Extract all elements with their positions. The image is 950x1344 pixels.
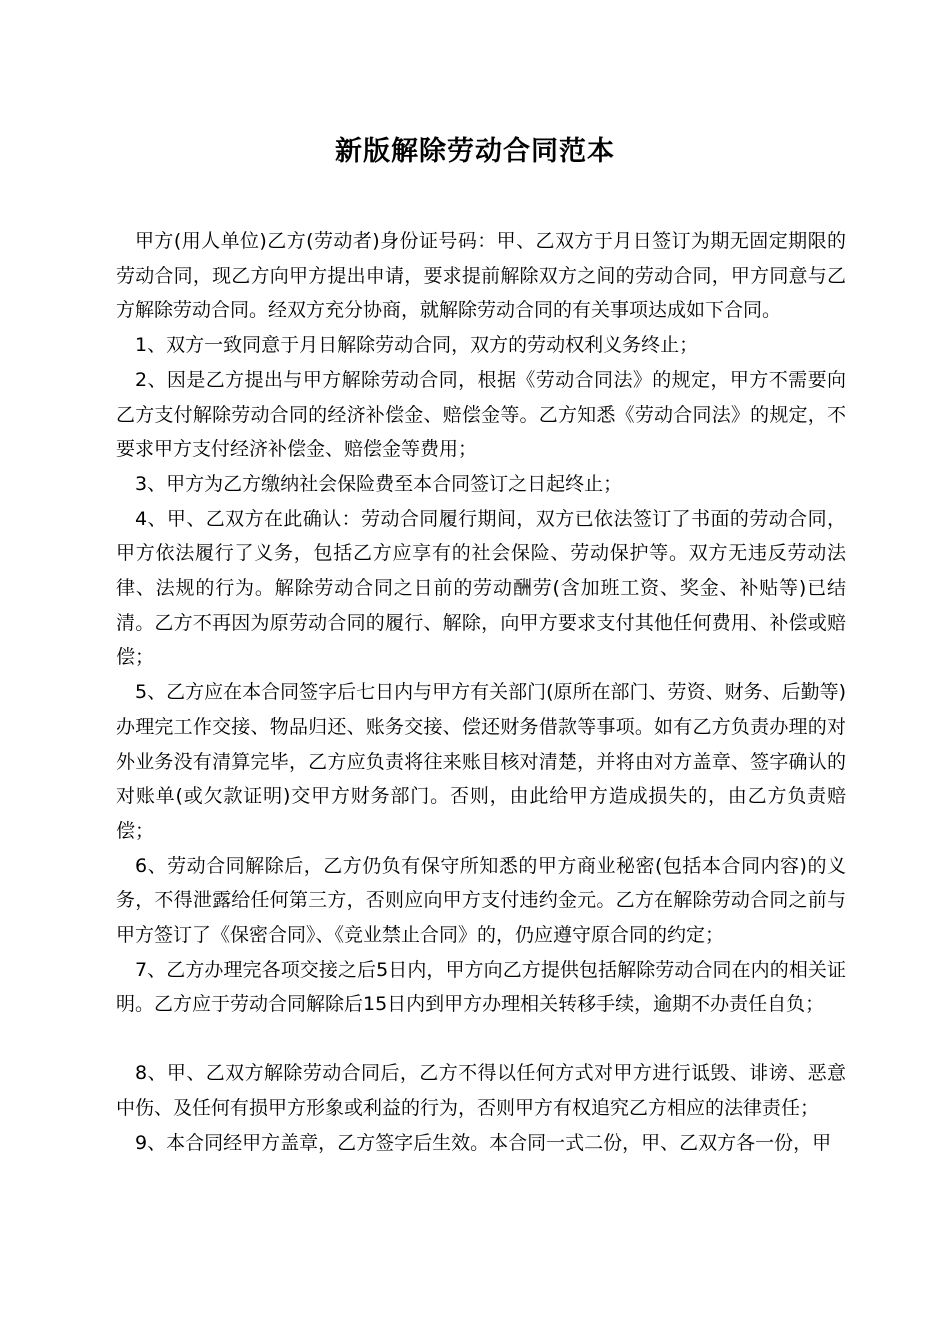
clause-4: 4、甲、乙双方在此确认：劳动合同履行期间，双方已依法签订了书面的劳动合同，甲方依法履行了义务，包括乙方应享有的社会保险、劳动保护等。双方无违反劳动法律、法规的行为。解除劳动合同之日前的劳动酬劳(含加班工资、奖金、补贴等)已结清。乙方不再因为原劳动合同的履行、解除，向甲方要求支付其他任何费用、补偿或赔偿； <box>116 507 846 669</box>
paragraph-gap <box>116 1022 846 1056</box>
clause-3: 3、甲方为乙方缴纳社会保险费至本合同签订之日起终止； <box>135 472 623 495</box>
document-title: 新版解除劳动合同范本 <box>335 136 615 167</box>
clause-6: 6、劳动合同解除后，乙方仍负有保守所知悉的甲方商业秘密(包括本合同内容)的义务，不得泄露给任何第三方，否则应向甲方支付违约金元。乙方在解除劳动合同之前与甲方签订了《保密合同》、《竞业禁止合同》的，仍应遵守原合同的约定； <box>116 854 846 947</box>
document-body <box>116 224 846 1160</box>
clause-8: 8、甲、乙双方解除劳动合同后，乙方不得以任何方式对甲方进行诋毁、诽谤、恶意中伤、及任何有损甲方形象或利益的行为，否则甲方有权追究乙方相应的法律责任； <box>116 1062 846 1119</box>
clause-1: 1、双方一致同意于月日解除劳动合同，双方的劳动权利义务终止； <box>135 334 699 357</box>
clause-9: 9、本合同经甲方盖章，乙方签字后生效。本合同一式二份，甲、乙双方各一份，甲 <box>135 1131 832 1154</box>
intro-paragraph: 甲方(用人单位)乙方(劳动者)身份证号码：甲、乙双方于月日签订为期无固定期限的劳动合同，现乙方向甲方提出申请，要求提前解除双方之间的劳动合同，甲方同意与乙方解除劳动合同。经双方充分协商，就解除劳动合同的有关事项达成如下合同。 <box>116 230 846 322</box>
clause-2: 2、因是乙方提出与甲方解除劳动合同，根据《劳动合同法》的规定，甲方不需要向乙方支付解除劳动合同的经济补偿金、赔偿金等。乙方知悉《劳动合同法》的规定，不要求甲方支付经济补偿金、赔偿金等费用； <box>116 368 846 461</box>
clause-7: 7、乙方办理完各项交接之后5日内，甲方向乙方提供包括解除劳动合同在内的相关证明。乙方应于劳动合同解除后15日内到甲方办理相关转移手续，逾期不办责任自负； <box>116 958 846 1016</box>
clause-5: 5、乙方应在本合同签字后七日内与甲方有关部门(原所在部门、劳资、财务、后勤等)办理完工作交接、物品归还、账务交接、偿还财务借款等事项。如有乙方负责办理的对外业务没有清算完毕，乙方应负责将往来账目核对清楚，并将由对方盖章、签字确认的对账单(或欠款证明)交甲方财务部门。否则，由此给甲方造成损失的，由乙方负责赔偿； <box>116 681 846 842</box>
